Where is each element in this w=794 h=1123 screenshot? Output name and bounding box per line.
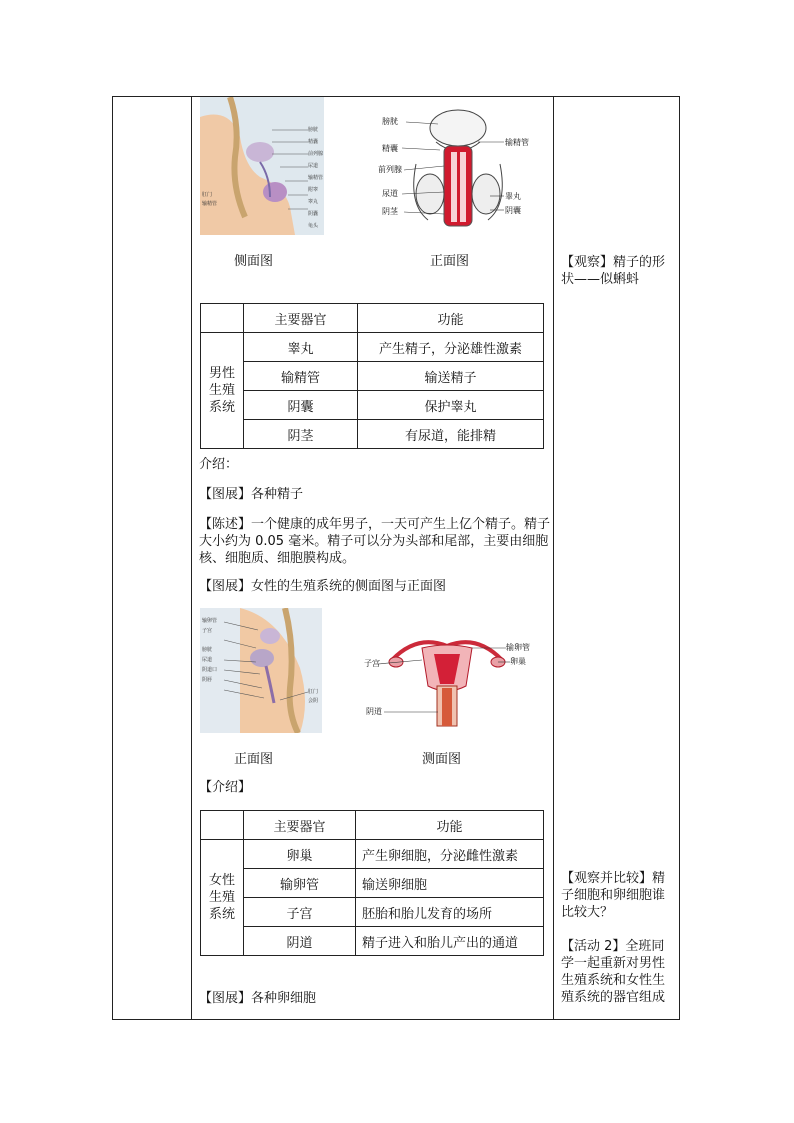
- male-side-label: 龟头: [308, 223, 319, 229]
- table-row-organ: 输卵管: [244, 869, 356, 898]
- male-side-diagram: [200, 97, 324, 235]
- table-row-organ: 阴道: [244, 927, 356, 956]
- female-side-label: 子宫: [202, 628, 213, 634]
- table-row-organ: 卵巢: [244, 840, 356, 869]
- male-front-label: 膀胱: [382, 117, 398, 126]
- male-front-label: 尿道: [382, 189, 398, 198]
- male-side-caption: 侧面图: [234, 254, 274, 269]
- table-row-function: 精子进入和胎儿产出的通道: [356, 927, 544, 956]
- table-row-organ: 睾丸: [244, 333, 358, 362]
- male-side-label: 肛门: [202, 192, 213, 198]
- table-header-organ: 主要器官: [244, 811, 356, 840]
- table-row-organ: 阴茎: [244, 420, 358, 449]
- male-side-label: 尿道: [308, 163, 319, 169]
- male-front-label: 前列腺: [378, 165, 402, 174]
- male-side-label: 输精管: [308, 175, 324, 181]
- female-side-label: 会阴: [308, 698, 319, 704]
- compare-note: 【观察并比较】精子细胞和卵细胞谁比较大？: [561, 871, 666, 920]
- male-front-label: 精囊: [382, 144, 398, 153]
- male-front-diagram: [378, 104, 538, 228]
- female-side-label: 膀胱: [202, 647, 213, 653]
- female-organ-table: [200, 810, 544, 956]
- male-side-label: 输精管: [202, 201, 218, 207]
- female-front-label: 卵巢: [510, 657, 526, 666]
- observe-note: 【观察】精子的形状——似蝌蚪: [561, 255, 666, 287]
- sperm-show-text: 【图展】各种精子: [199, 487, 304, 502]
- male-side-label: 睾丸: [308, 199, 319, 205]
- statement-text: 【陈述】一个健康的成年男子，一天可产生上亿个精子。精子大小约为 0.05 毫米。精子可以分为头部和尾部，主要由细胞核、细胞质、细胞膜构成。: [199, 517, 551, 566]
- male-side-label: 膀胱: [308, 127, 319, 133]
- system-label-female: 女性生殖系统: [201, 840, 244, 956]
- table-row-function: 保护睾丸: [358, 391, 544, 420]
- female-front-diagram: [362, 628, 532, 728]
- table-row-function: 产生卵细胞，分泌雌性激素: [356, 840, 544, 869]
- system-label-male: 男性生殖系统: [201, 333, 244, 449]
- column-divider-1: [191, 97, 192, 1019]
- table-row-organ: 子宫: [244, 898, 356, 927]
- female-side-label: 尿道: [202, 657, 213, 663]
- table-row-function: 胚胎和胎儿发育的场所: [356, 898, 544, 927]
- male-front-caption: 正面图: [430, 254, 470, 269]
- male-side-label: 阴囊: [308, 211, 319, 217]
- table-header-function: 功能: [358, 304, 544, 333]
- male-front-label: 阴囊: [505, 206, 521, 215]
- table-header-organ: 主要器官: [244, 304, 358, 333]
- intro2-text: 【介绍】: [199, 780, 252, 795]
- male-side-label: 前列腺: [308, 151, 324, 157]
- table-row-function: 有尿道，能排精: [358, 420, 544, 449]
- table-row-organ: 输精管: [244, 362, 358, 391]
- female-show-text: 【图展】女性的生殖系统的侧面图与正面图: [199, 579, 447, 594]
- female-side-label: 阴道口: [202, 667, 218, 673]
- activity-note: 【活动 2】全班同学一起重新对男性生殖系统和女性生殖系统的器官组成: [561, 939, 666, 1005]
- table-row-function: 输送精子: [358, 362, 544, 391]
- table-row-function: 产生精子，分泌雄性激素: [358, 333, 544, 362]
- male-side-label: 附睾: [308, 187, 319, 193]
- male-front-label: 睾丸: [505, 192, 521, 201]
- male-front-label: 阴茎: [382, 207, 398, 216]
- table-row-function: 输送卵细胞: [356, 869, 544, 898]
- female-front-label: 输卵管: [506, 643, 530, 652]
- table-row-organ: 阴囊: [244, 391, 358, 420]
- male-front-label: 输精管: [505, 138, 529, 147]
- female-front-label: 子宫: [364, 659, 380, 668]
- column-divider-2: [553, 97, 554, 1019]
- female-front-label: 阴道: [366, 707, 382, 716]
- egg-show-text: 【图展】各种卵细胞: [199, 991, 317, 1006]
- male-organ-table: [200, 303, 544, 449]
- female-side-diagram: [200, 608, 322, 733]
- female-side-label: 输卵管: [202, 618, 218, 624]
- male-side-label: 精囊: [308, 139, 319, 145]
- table-header-function: 功能: [356, 811, 544, 840]
- female-side-label: 肛门: [308, 689, 319, 695]
- female-left-caption: 正面图: [234, 752, 274, 767]
- female-right-caption: 测面图: [422, 752, 462, 767]
- intro-label: 介绍：: [199, 457, 239, 472]
- female-side-label: 阴唇: [202, 677, 213, 683]
